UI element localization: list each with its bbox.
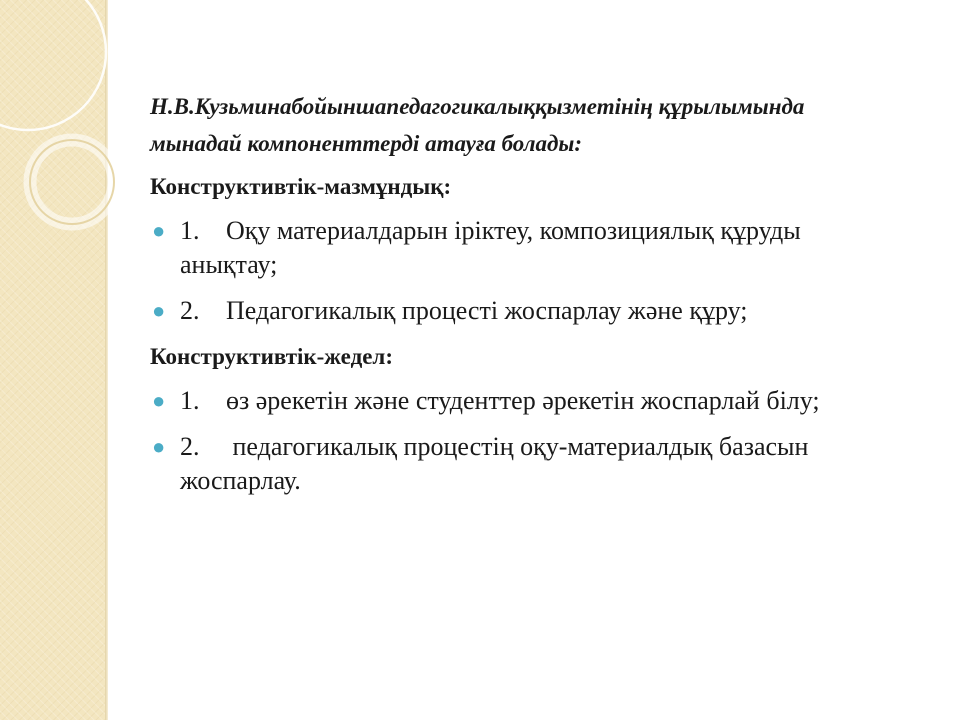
round-bullet-icon: ● (152, 434, 166, 459)
bullet-list-constructive-content (150, 214, 895, 328)
section-heading-constructive-operational: Конструктивтік-жедел: (150, 344, 393, 369)
item-number: 1. (180, 216, 200, 245)
round-bullet-icon: ● (152, 218, 166, 243)
item-text: педагогикалық процестің оқу-материалдық базасын жоспарлау. (180, 432, 809, 495)
item-number: 2. (180, 296, 200, 325)
section-heading-constructive-content: Конструктивтік-мазмұндық: (150, 174, 452, 199)
slide-content (150, 88, 895, 510)
item-text: өз әрекетін және студенттер әрекетін жоспарлай білу; (226, 386, 820, 415)
round-bullet-icon: ● (152, 298, 166, 323)
list-item (150, 430, 895, 498)
list-item (150, 214, 895, 282)
list-item (150, 294, 895, 328)
item-text: Оқу материалдарын іріктеу, композициялық құруды анықтау; (180, 216, 801, 279)
ring-circles-icon (0, 0, 120, 260)
item-number: 1. (180, 386, 200, 415)
bullet-list-constructive-operational (150, 384, 895, 498)
round-bullet-icon: ● (152, 388, 166, 413)
list-item (150, 384, 895, 418)
item-number: 2. (180, 432, 200, 461)
item-text: Педагогикалық процесті жоспарлау және құру; (226, 296, 748, 325)
intro-paragraph: Н.В.Кузьминабойыншапедагогикалыққызметінің құрылымында мынадай компоненттерді атауға болады: (150, 94, 805, 156)
